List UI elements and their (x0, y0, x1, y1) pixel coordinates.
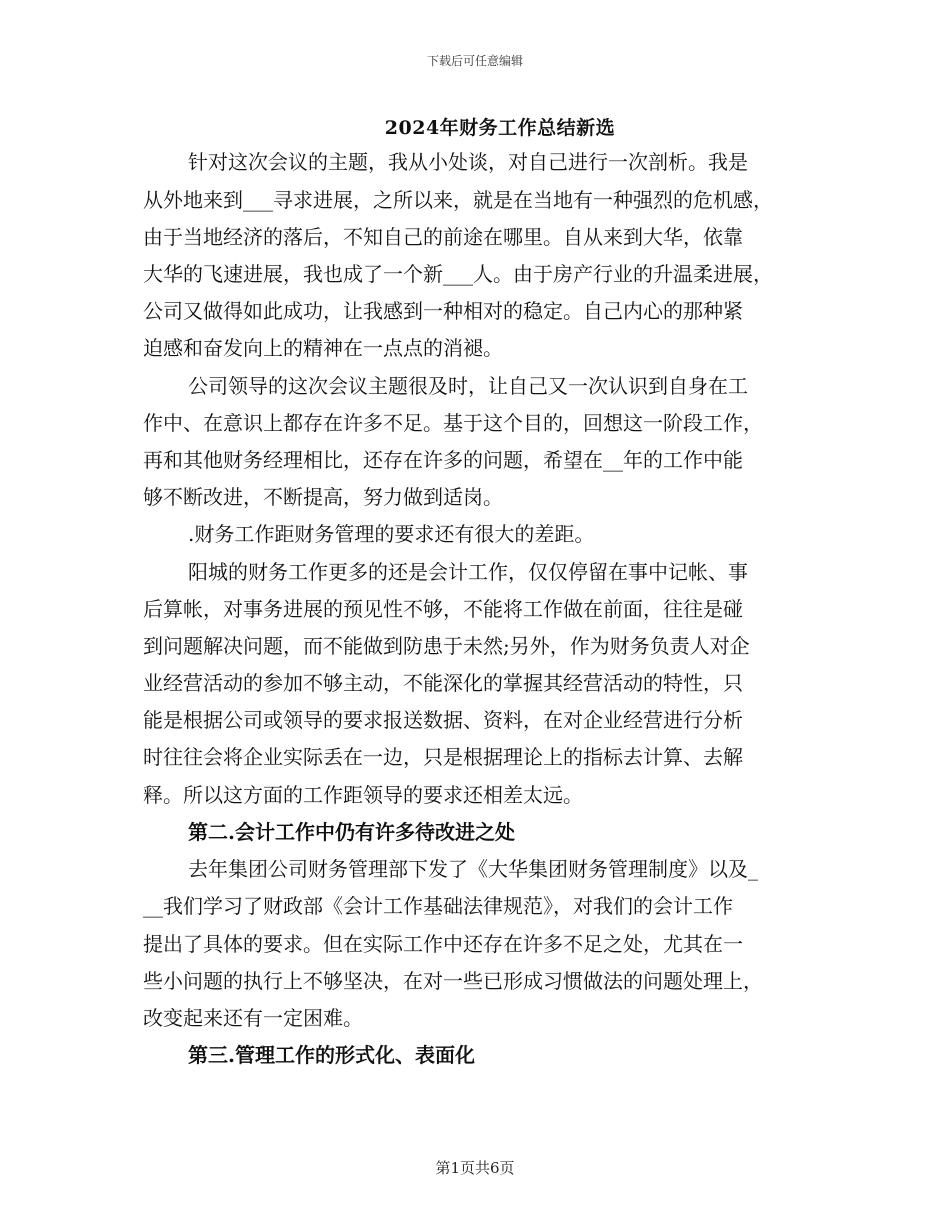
body-line: 时往往会将企业实际丢在一边，只是根据理论上的指标去计算、去解 (143, 745, 743, 769)
body-line: 由于当地经济的落后，不知自己的前途在哪里。自从来到大华，依靠 (143, 225, 743, 249)
header-note: 下载后可任意编辑 (426, 54, 523, 68)
body-line: 迫感和奋发向上的精神在一点点的消褪。 (143, 336, 503, 360)
body-line: 些小问题的执行上不够坚决，在对一些已形成习惯做法的问题处理上， (143, 969, 763, 993)
body-line: 针对这次会议的主题，我从小处谈，对自己进行一次剖析。我是 (188, 150, 748, 174)
body-line: 业经营活动的参加不够主动，不能深化的掌握其经营活动的特性，只 (143, 671, 743, 695)
section-heading: .财务工作距财务管理的要求还有很大的差距。 (188, 522, 595, 546)
body-line: 后算帐，对事务进展的预见性不够，不能将工作做在前面，往往是碰 (143, 597, 743, 621)
body-line: 再和其他财务经理相比，还存在许多的问题，希望在__年的工作中能 (143, 448, 743, 472)
body-line: 到问题解决问题，而不能做到防患于未然;另外，作为财务负责人对企 (143, 634, 750, 658)
section-heading: 第二.会计工作中仍有许多待改进之处 (188, 820, 515, 844)
page-number: 第1页共6页 (435, 1159, 515, 1177)
body-line: 改变起来还有一定困难。 (143, 1006, 363, 1030)
body-line: 释。所以这方面的工作距领导的要求还相差太远。 (143, 783, 583, 807)
body-line: __我们学习了财政部《会计工作基础法律规范》，对我们的会计工作 (143, 894, 733, 918)
body-line: 够不断改进，不断提高，努力做到适岗。 (143, 485, 503, 509)
body-line: 作中、在意识上都存在许多不足。基于这个目的，回想这一阶段工作， (143, 411, 763, 435)
document-title: 2024年财务工作总结新选 (384, 117, 616, 139)
body-line: 从外地来到___寻求进展，之所以来，就是在当地有一种强烈的危机感， (143, 188, 773, 212)
body-line: 大华的飞速进展，我也成了一个新___人。由于房产行业的升温柔进展， (143, 262, 773, 286)
section-heading: 第三.管理工作的形式化、表面化 (188, 1043, 475, 1067)
body-line: 提出了具体的要求。但在实际工作中还存在许多不足之处，尤其在一 (143, 932, 743, 956)
body-line: 公司又做得如此成功，让我感到一种相对的稳定。自己内心的那种紧 (143, 299, 743, 323)
body-line: 阳城的财务工作更多的还是会计工作，仅仅停留在事中记帐、事 (188, 560, 748, 584)
body-line: 能是根据公司或领导的要求报送数据、资料，在对企业经营进行分析 (143, 708, 743, 732)
body-line: 去年集团公司财务管理部下发了《大华集团财务管理制度》以及_ (188, 857, 758, 881)
body-line: 公司领导的这次会议主题很及时，让自己又一次认识到自身在工 (188, 374, 748, 398)
